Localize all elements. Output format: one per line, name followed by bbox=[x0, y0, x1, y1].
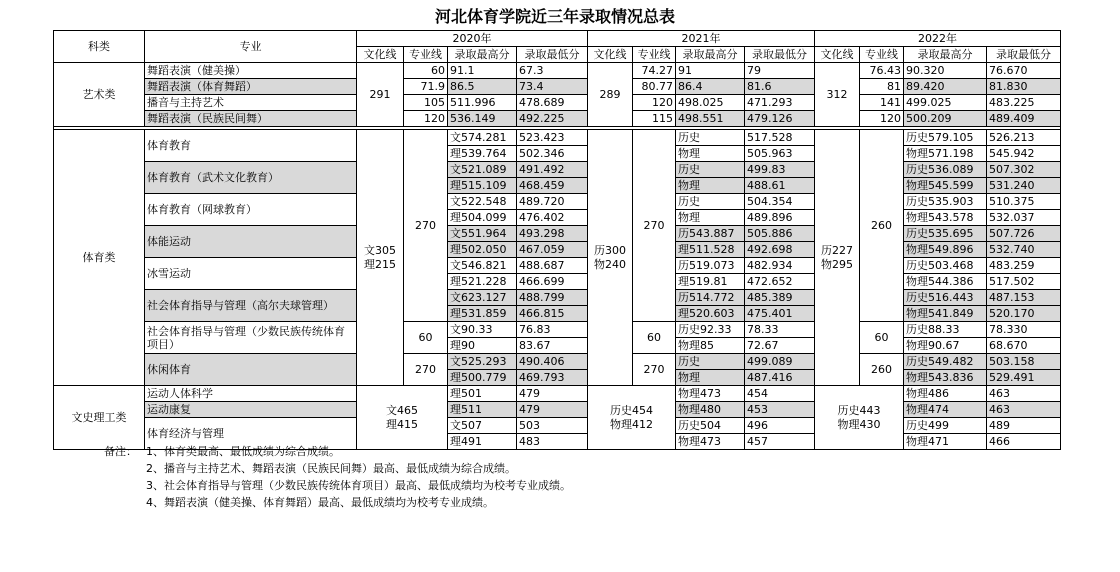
category-general: 文史理工类 bbox=[54, 386, 145, 450]
pro-line: 105 bbox=[404, 95, 448, 111]
subheader-cell: 文化线 bbox=[588, 47, 633, 63]
max-score: 理502.050 bbox=[448, 242, 517, 258]
pro-line: 270 bbox=[404, 354, 448, 386]
header-year-2021: 2021年 bbox=[588, 31, 815, 47]
page-title: 河北体育学院近三年录取情况总表 bbox=[434, 7, 675, 26]
min-score: 489.720 bbox=[517, 194, 588, 210]
culture-line: 312 bbox=[815, 63, 860, 127]
min-score: 482.934 bbox=[745, 258, 815, 274]
max-score: 理511.528 bbox=[676, 242, 745, 258]
culture-line: 历227 物295 bbox=[815, 130, 860, 386]
min-score: 485.389 bbox=[745, 290, 815, 306]
min-score: 67.3 bbox=[517, 63, 588, 79]
notes-label: 备注： bbox=[104, 445, 137, 458]
subheader-cell: 专业线 bbox=[633, 47, 676, 63]
max-score: 物理 bbox=[676, 178, 745, 194]
max-score: 理90 bbox=[448, 338, 517, 354]
min-score: 532.740 bbox=[987, 242, 1061, 258]
pro-line: 76.43 bbox=[860, 63, 904, 79]
min-score: 463 bbox=[987, 402, 1061, 418]
min-score: 76.670 bbox=[987, 63, 1061, 79]
max-score: 历史503.468 bbox=[904, 258, 987, 274]
culture-line: 289 bbox=[588, 63, 633, 127]
subheader-cell: 录取最高分 bbox=[676, 47, 745, 63]
table-row bbox=[54, 130, 1061, 146]
min-score: 489.896 bbox=[745, 210, 815, 226]
max-score: 文522.548 bbox=[448, 194, 517, 210]
max-score: 物理543.578 bbox=[904, 210, 987, 226]
major-name: 运动康复 bbox=[145, 402, 357, 418]
min-score: 529.491 bbox=[987, 370, 1061, 386]
min-score: 76.83 bbox=[517, 322, 588, 338]
min-score: 517.502 bbox=[987, 274, 1061, 290]
culture-line: 历史443 物理430 bbox=[815, 386, 904, 450]
header-major: 专业 bbox=[145, 31, 357, 63]
category-sports: 体育类 bbox=[54, 130, 145, 386]
max-score: 536.149 bbox=[448, 111, 517, 127]
subheader-cell: 录取最低分 bbox=[517, 47, 588, 63]
culture-line: 文465 理415 bbox=[357, 386, 448, 450]
min-score: 545.942 bbox=[987, 146, 1061, 162]
pro-line: 120 bbox=[860, 111, 904, 127]
subheader-cell: 录取最高分 bbox=[904, 47, 987, 63]
max-score: 498.025 bbox=[676, 95, 745, 111]
min-score: 466.699 bbox=[517, 274, 588, 290]
subheader-cell: 录取最高分 bbox=[448, 47, 517, 63]
max-score: 文574.281 bbox=[448, 130, 517, 146]
min-score: 510.375 bbox=[987, 194, 1061, 210]
min-score: 72.67 bbox=[745, 338, 815, 354]
max-score: 物理473 bbox=[676, 386, 745, 402]
pro-line: 74.27 bbox=[633, 63, 676, 79]
max-score: 历史92.33 bbox=[676, 322, 745, 338]
max-score: 理501 bbox=[448, 386, 517, 402]
max-score: 历史504 bbox=[676, 418, 745, 434]
subheader-cell: 专业线 bbox=[404, 47, 448, 63]
max-score: 理511 bbox=[448, 402, 517, 418]
min-score: 472.652 bbox=[745, 274, 815, 290]
max-score: 历史 bbox=[676, 130, 745, 146]
max-score: 历543.887 bbox=[676, 226, 745, 242]
max-score: 498.551 bbox=[676, 111, 745, 127]
min-score: 79 bbox=[745, 63, 815, 79]
table-row bbox=[54, 386, 1061, 402]
min-score: 503 bbox=[517, 418, 588, 434]
max-score: 历史535.695 bbox=[904, 226, 987, 242]
subheader-cell: 专业线 bbox=[860, 47, 904, 63]
min-score: 503.158 bbox=[987, 354, 1061, 370]
subheader-cell: 录取最低分 bbox=[987, 47, 1061, 63]
header-year-2020: 2020年 bbox=[357, 31, 588, 47]
min-score: 492.225 bbox=[517, 111, 588, 127]
min-score: 488.799 bbox=[517, 290, 588, 306]
culture-line: 291 bbox=[357, 63, 404, 127]
min-score: 488.687 bbox=[517, 258, 588, 274]
min-score: 499.089 bbox=[745, 354, 815, 370]
major-name: 体育经济与管理 bbox=[145, 418, 357, 450]
max-score: 文521.089 bbox=[448, 162, 517, 178]
major-name: 休闲体育 bbox=[145, 354, 357, 386]
min-score: 454 bbox=[745, 386, 815, 402]
max-score: 物理543.836 bbox=[904, 370, 987, 386]
major-name: 舞蹈表演（体育舞蹈） bbox=[145, 79, 357, 95]
max-score: 理504.099 bbox=[448, 210, 517, 226]
max-score: 物理480 bbox=[676, 402, 745, 418]
subheader-cell: 录取最低分 bbox=[745, 47, 815, 63]
table-row bbox=[54, 194, 1061, 210]
min-score: 526.213 bbox=[987, 130, 1061, 146]
max-score: 理531.859 bbox=[448, 306, 517, 322]
pro-line: 60 bbox=[633, 322, 676, 354]
max-score: 物理471 bbox=[904, 434, 987, 450]
max-score: 文90.33 bbox=[448, 322, 517, 338]
subheader-cell: 文化线 bbox=[357, 47, 404, 63]
max-score: 物理 bbox=[676, 210, 745, 226]
major-name: 社会体育指导与管理（高尔夫球管理） bbox=[145, 290, 357, 322]
min-score: 467.059 bbox=[517, 242, 588, 258]
max-score: 文525.293 bbox=[448, 354, 517, 370]
max-score: 物理545.599 bbox=[904, 178, 987, 194]
major-name: 舞蹈表演（民族民间舞） bbox=[145, 111, 357, 127]
notes bbox=[104, 443, 571, 511]
subheader-cell: 文化线 bbox=[815, 47, 860, 63]
table-row bbox=[54, 111, 1061, 127]
max-score: 理539.764 bbox=[448, 146, 517, 162]
min-score: 469.793 bbox=[517, 370, 588, 386]
max-score: 文623.127 bbox=[448, 290, 517, 306]
min-score: 505.886 bbox=[745, 226, 815, 242]
max-score: 90.320 bbox=[904, 63, 987, 79]
header-category: 科类 bbox=[54, 31, 145, 63]
major-name: 播音与主持艺术 bbox=[145, 95, 357, 111]
max-score: 文507 bbox=[448, 418, 517, 434]
max-score: 理500.779 bbox=[448, 370, 517, 386]
min-score: 496 bbox=[745, 418, 815, 434]
pro-line: 270 bbox=[404, 130, 448, 322]
max-score: 89.420 bbox=[904, 79, 987, 95]
max-score: 历史 bbox=[676, 354, 745, 370]
min-score: 81.6 bbox=[745, 79, 815, 95]
table-row bbox=[54, 290, 1061, 306]
min-score: 504.354 bbox=[745, 194, 815, 210]
table-row bbox=[54, 418, 1061, 434]
min-score: 478.689 bbox=[517, 95, 588, 111]
pro-line: 115 bbox=[633, 111, 676, 127]
max-score: 历史 bbox=[676, 194, 745, 210]
note-item: 3、社会体育指导与管理（少数民族传统体育项目）最高、最低成绩均为校考专业成绩。 bbox=[146, 479, 571, 492]
min-score: 487.416 bbox=[745, 370, 815, 386]
pro-line: 80.77 bbox=[633, 79, 676, 95]
min-score: 502.346 bbox=[517, 146, 588, 162]
major-name: 体育教育（武术文化教育） bbox=[145, 162, 357, 194]
min-score: 468.459 bbox=[517, 178, 588, 194]
max-score: 历514.772 bbox=[676, 290, 745, 306]
category-art: 艺术类 bbox=[54, 63, 145, 127]
max-score: 物理473 bbox=[676, 434, 745, 450]
pro-line: 60 bbox=[404, 322, 448, 354]
max-score: 文551.964 bbox=[448, 226, 517, 242]
min-score: 520.170 bbox=[987, 306, 1061, 322]
max-score: 86.4 bbox=[676, 79, 745, 95]
pro-line: 71.9 bbox=[404, 79, 448, 95]
major-name: 舞蹈表演（健美操） bbox=[145, 63, 357, 79]
note-item: 1、体育类最高、最低成绩为综合成绩。 bbox=[146, 445, 340, 458]
major-name: 体能运动 bbox=[145, 226, 357, 258]
max-score: 历史536.089 bbox=[904, 162, 987, 178]
min-score: 81.830 bbox=[987, 79, 1061, 95]
pro-line: 270 bbox=[633, 354, 676, 386]
min-score: 490.406 bbox=[517, 354, 588, 370]
max-score: 物理 bbox=[676, 370, 745, 386]
max-score: 物理474 bbox=[904, 402, 987, 418]
min-score: 73.4 bbox=[517, 79, 588, 95]
min-score: 476.402 bbox=[517, 210, 588, 226]
min-score: 453 bbox=[745, 402, 815, 418]
min-score: 532.037 bbox=[987, 210, 1061, 226]
header-year-2022: 2022年 bbox=[815, 31, 1061, 47]
max-score: 91 bbox=[676, 63, 745, 79]
pro-line: 270 bbox=[633, 130, 676, 322]
min-score: 475.401 bbox=[745, 306, 815, 322]
min-score: 489 bbox=[987, 418, 1061, 434]
max-score: 理521.228 bbox=[448, 274, 517, 290]
min-score: 457 bbox=[745, 434, 815, 450]
max-score: 物理486 bbox=[904, 386, 987, 402]
max-score: 物理541.849 bbox=[904, 306, 987, 322]
min-score: 489.409 bbox=[987, 111, 1061, 127]
min-score: 499.83 bbox=[745, 162, 815, 178]
max-score: 历史516.443 bbox=[904, 290, 987, 306]
min-score: 78.330 bbox=[987, 322, 1061, 338]
major-name: 冰雪运动 bbox=[145, 258, 357, 290]
culture-line: 历史454 物理412 bbox=[588, 386, 676, 450]
max-score: 500.209 bbox=[904, 111, 987, 127]
table-row bbox=[54, 354, 1061, 370]
pro-line: 141 bbox=[860, 95, 904, 111]
max-score: 历史88.33 bbox=[904, 322, 987, 338]
note-item: 2、播音与主持艺术、舞蹈表演（民族民间舞）最高、最低成绩为综合成绩。 bbox=[146, 462, 516, 475]
max-score: 物理549.896 bbox=[904, 242, 987, 258]
min-score: 471.293 bbox=[745, 95, 815, 111]
min-score: 523.423 bbox=[517, 130, 588, 146]
min-score: 479.126 bbox=[745, 111, 815, 127]
table-body bbox=[54, 63, 1061, 450]
max-score: 物理571.198 bbox=[904, 146, 987, 162]
min-score: 492.698 bbox=[745, 242, 815, 258]
pro-line: 260 bbox=[860, 130, 904, 322]
pro-line: 60 bbox=[404, 63, 448, 79]
max-score: 历史579.105 bbox=[904, 130, 987, 146]
table-row bbox=[54, 226, 1061, 242]
max-score: 历史 bbox=[676, 162, 745, 178]
min-score: 507.726 bbox=[987, 226, 1061, 242]
max-score: 物理85 bbox=[676, 338, 745, 354]
min-score: 483.225 bbox=[987, 95, 1061, 111]
min-score: 531.240 bbox=[987, 178, 1061, 194]
min-score: 487.153 bbox=[987, 290, 1061, 306]
min-score: 517.528 bbox=[745, 130, 815, 146]
major-name: 社会体育指导与管理（少数民族传统体育项目） bbox=[145, 322, 357, 354]
max-score: 历史499 bbox=[904, 418, 987, 434]
min-score: 507.302 bbox=[987, 162, 1061, 178]
min-score: 479 bbox=[517, 402, 588, 418]
pro-line: 60 bbox=[860, 322, 904, 354]
min-score: 491.492 bbox=[517, 162, 588, 178]
min-score: 78.33 bbox=[745, 322, 815, 338]
min-score: 463 bbox=[987, 386, 1061, 402]
min-score: 466.815 bbox=[517, 306, 588, 322]
pro-line: 81 bbox=[860, 79, 904, 95]
min-score: 466 bbox=[987, 434, 1061, 450]
min-score: 479 bbox=[517, 386, 588, 402]
min-score: 483 bbox=[517, 434, 588, 450]
major-name: 体育教育 bbox=[145, 130, 357, 162]
max-score: 物理544.386 bbox=[904, 274, 987, 290]
max-score: 理520.603 bbox=[676, 306, 745, 322]
note-item: 4、舞蹈表演（健美操、体育舞蹈）最高、最低成绩均为校考专业成绩。 bbox=[146, 496, 494, 509]
max-score: 物理 bbox=[676, 146, 745, 162]
table-row bbox=[54, 63, 1061, 79]
min-score: 493.298 bbox=[517, 226, 588, 242]
max-score: 理491 bbox=[448, 434, 517, 450]
table-row bbox=[54, 162, 1061, 178]
max-score: 历史549.482 bbox=[904, 354, 987, 370]
culture-line: 文305 理215 bbox=[357, 130, 404, 386]
max-score: 理515.109 bbox=[448, 178, 517, 194]
major-name: 运动人体科学 bbox=[145, 386, 357, 402]
min-score: 505.963 bbox=[745, 146, 815, 162]
pro-line: 120 bbox=[633, 95, 676, 111]
table-row bbox=[54, 258, 1061, 274]
table-row bbox=[54, 95, 1061, 111]
max-score: 91.1 bbox=[448, 63, 517, 79]
max-score: 86.5 bbox=[448, 79, 517, 95]
pro-line: 260 bbox=[860, 354, 904, 386]
pro-line: 120 bbox=[404, 111, 448, 127]
min-score: 488.61 bbox=[745, 178, 815, 194]
major-name: 体育教育（网球教育） bbox=[145, 194, 357, 226]
min-score: 83.67 bbox=[517, 338, 588, 354]
culture-line: 历300 物240 bbox=[588, 130, 633, 386]
min-score: 68.670 bbox=[987, 338, 1061, 354]
table-row bbox=[54, 79, 1061, 95]
min-score: 483.259 bbox=[987, 258, 1061, 274]
admission-table bbox=[53, 30, 1061, 450]
max-score: 历519.073 bbox=[676, 258, 745, 274]
table-row bbox=[54, 322, 1061, 338]
max-score: 历史535.903 bbox=[904, 194, 987, 210]
max-score: 511.996 bbox=[448, 95, 517, 111]
max-score: 理519.81 bbox=[676, 274, 745, 290]
max-score: 499.025 bbox=[904, 95, 987, 111]
max-score: 文546.821 bbox=[448, 258, 517, 274]
table-row bbox=[54, 402, 1061, 418]
max-score: 物理90.67 bbox=[904, 338, 987, 354]
